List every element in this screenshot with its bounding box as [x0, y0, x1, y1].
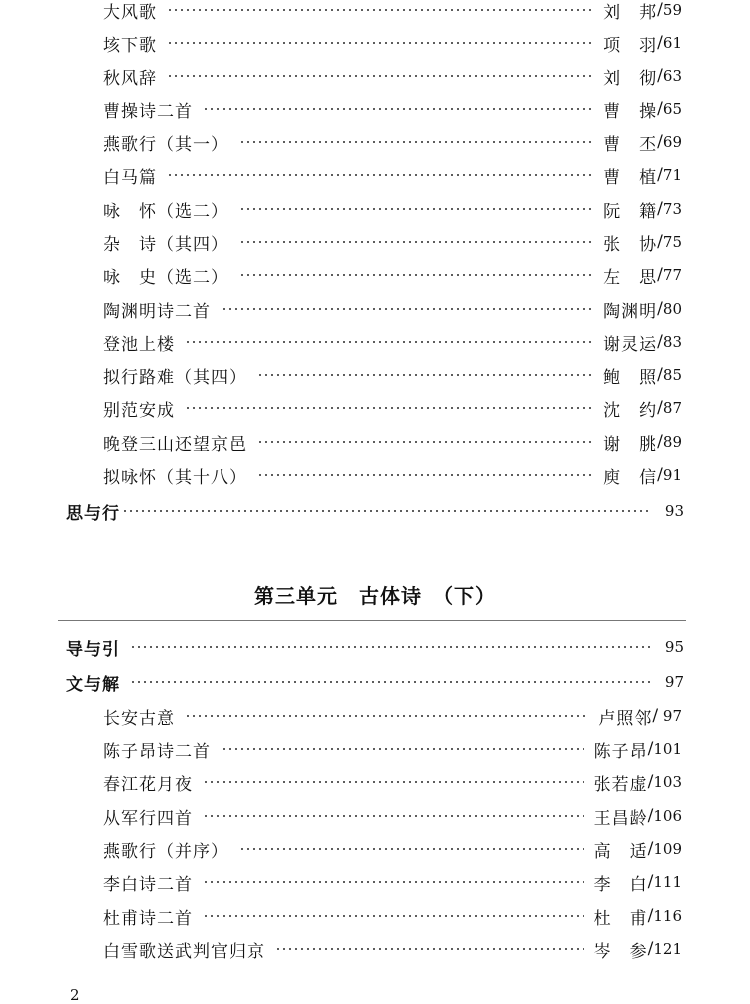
entry-title: 李白诗二首 [103, 874, 193, 895]
entry-title: 燕歌行（并序） [103, 841, 229, 862]
entry-author: 张 协 [603, 234, 658, 255]
entry-page: 121 [653, 940, 682, 958]
entry-page: 80 [662, 300, 682, 318]
entry-page: 111 [653, 873, 682, 891]
entry-title: 大风歌 [103, 2, 157, 23]
dot-leader [239, 848, 584, 850]
entry-page: 109 [653, 840, 682, 858]
section-page: 93 [664, 502, 684, 520]
entry-title: 白马篇 [103, 167, 157, 188]
dot-leader [167, 42, 593, 44]
entry-page: 106 [653, 807, 682, 825]
unit-heading: 第三单元 古体诗 （下） [254, 584, 496, 608]
toc-entry[interactable]: 垓下歌 项 羽 / 61 [103, 29, 682, 57]
toc-section-intro[interactable] [66, 633, 684, 661]
dot-leader [203, 108, 593, 110]
dot-leader [239, 241, 593, 243]
entry-author: 沈 约 [603, 400, 658, 421]
toc-entry[interactable]: 杜甫诗二首 杜 甫 / 116 [103, 902, 682, 930]
entry-title: 白雪歌送武判官归京 [103, 941, 265, 962]
page-number: 2 [70, 986, 80, 1004]
entry-title: 咏 史（选二） [103, 267, 229, 288]
entry-page: 97 [658, 707, 682, 725]
entry-page: 83 [662, 333, 682, 351]
entry-page: 75 [662, 233, 682, 251]
entry-author: 高 适 [593, 841, 648, 862]
entry-title: 垓下歌 [103, 35, 157, 56]
dot-leader [203, 781, 584, 783]
dot-leader [275, 948, 584, 950]
entry-title: 陈子昂诗二首 [103, 741, 211, 762]
entry-author: 曹 操 [603, 101, 658, 122]
entry-page: 63 [662, 67, 682, 85]
section-title: 思与行 [66, 503, 120, 524]
dot-leader [167, 9, 593, 11]
toc-entry[interactable]: 杂 诗（其四） 张 协 / 75 [103, 228, 682, 256]
toc-section-reflection[interactable] [66, 497, 684, 525]
dot-leader [257, 374, 593, 376]
entry-title: 杜甫诗二首 [103, 908, 193, 929]
entry-title: 陶渊明诗二首 [103, 301, 211, 322]
dot-leader [185, 341, 593, 343]
dot-leader [221, 748, 584, 750]
section-page: 95 [664, 638, 684, 656]
toc-entry[interactable]: 从军行四首 王昌龄 / 106 [103, 802, 682, 830]
entry-page: 65 [662, 100, 682, 118]
entry-page: 91 [662, 466, 682, 484]
entry-author: 鲍 照 [603, 367, 658, 388]
entry-page: 71 [662, 166, 682, 184]
entry-page: 69 [662, 133, 682, 151]
entry-page: 77 [662, 266, 682, 284]
entry-page: 73 [662, 200, 682, 218]
dot-leader [239, 274, 593, 276]
toc-entry[interactable]: 春江花月夜 张若虚 / 103 [103, 768, 682, 796]
section-page: 97 [664, 673, 684, 691]
entry-page: 59 [662, 1, 682, 19]
entry-title: 咏 怀（选二） [103, 201, 229, 222]
toc-entry[interactable]: 秋风辞 刘 彻 / 63 [103, 62, 682, 90]
entry-author: 曹 丕 [603, 134, 658, 155]
entry-page: 101 [653, 740, 682, 758]
section-title: 导与引 [66, 639, 120, 660]
entry-author: 李 白 [593, 874, 648, 895]
entry-title: 别范安成 [103, 400, 175, 421]
toc-entry[interactable]: 燕歌行（并序） 高 适 / 109 [103, 835, 682, 863]
toc-entry[interactable]: 李白诗二首 李 白 / 111 [103, 868, 682, 896]
entry-page: 116 [653, 907, 682, 925]
dot-leader [122, 510, 652, 512]
entry-title: 杂 诗（其四） [103, 234, 229, 255]
toc-entry[interactable]: 别范安成 沈 约 / 87 [103, 394, 682, 422]
entry-author: 张若虚 [593, 774, 648, 795]
dot-leader [167, 174, 593, 176]
toc-entry[interactable]: 晚登三山还望京邑 谢 朓 / 89 [103, 428, 682, 456]
entry-page: 61 [662, 34, 682, 52]
entry-title: 拟咏怀（其十八） [103, 467, 247, 488]
entry-title: 燕歌行（其一） [103, 134, 229, 155]
entry-title: 秋风辞 [103, 68, 157, 89]
section-divider [58, 620, 686, 621]
entry-title: 春江花月夜 [103, 774, 193, 795]
entry-title: 拟行路难（其四） [103, 367, 247, 388]
entry-author: 刘 彻 [603, 68, 658, 89]
toc-entry[interactable]: 陈子昂诗二首 陈子昂 / 101 [103, 735, 682, 763]
dot-leader [130, 681, 652, 683]
entry-author: 项 羽 [603, 35, 658, 56]
toc-entry[interactable]: 拟行路难（其四） 鲍 照 / 85 [103, 361, 682, 389]
dot-leader [203, 915, 584, 917]
dot-leader [239, 208, 593, 210]
dot-leader [167, 75, 593, 77]
entry-title: 登池上楼 [103, 334, 175, 355]
entry-author: 陶渊明 [603, 301, 658, 322]
toc-entry[interactable]: 长安古意 卢照邻 / 97 [103, 702, 682, 730]
toc-entry[interactable]: 咏 怀（选二） 阮 籍 / 73 [103, 195, 682, 223]
entry-title: 长安古意 [103, 708, 175, 729]
toc-entry[interactable]: 陶渊明诗二首 陶渊明 / 80 [103, 295, 682, 323]
entry-author: 刘 邦 [603, 2, 658, 23]
dot-leader [130, 646, 652, 648]
entry-page: 87 [662, 399, 682, 417]
section-title: 文与解 [66, 674, 120, 695]
toc-entry[interactable]: 燕歌行（其一） 曹 丕 / 69 [103, 128, 682, 156]
dot-leader [203, 815, 584, 817]
dot-leader [239, 141, 593, 143]
entry-author: 陈子昂 [593, 741, 648, 762]
dot-leader [257, 441, 593, 443]
entry-author: 岑 参 [593, 941, 648, 962]
entry-author: 庾 信 [603, 467, 658, 488]
dot-leader [221, 308, 593, 310]
entry-title: 晚登三山还望京邑 [103, 434, 247, 455]
entry-author: 谢灵运 [603, 334, 658, 355]
dot-leader [185, 407, 593, 409]
toc-entry[interactable]: 白雪歌送武判官归京 岑 参 / 121 [103, 935, 682, 963]
entry-author: 阮 籍 [603, 201, 658, 222]
entry-author: 曹 植 [603, 167, 658, 188]
dot-leader [203, 881, 584, 883]
entry-author: 王昌龄 [593, 808, 648, 829]
toc-entry[interactable]: 登池上楼 谢灵运 / 83 [103, 328, 682, 356]
dot-leader [185, 715, 588, 717]
toc-entry[interactable]: 白马篇 曹 植 / 71 [103, 161, 682, 189]
toc-entry[interactable]: 拟咏怀（其十八） 庾 信 / 91 [103, 461, 682, 489]
toc-entry[interactable]: 大风歌 刘 邦 / 59 [103, 0, 682, 24]
entry-author: 杜 甫 [593, 908, 648, 929]
entry-page: 89 [662, 433, 682, 451]
toc-section-texts[interactable] [66, 668, 684, 696]
entry-title: 曹操诗二首 [103, 101, 193, 122]
entry-author: 卢照邻 [598, 708, 653, 729]
entry-author: 左 思 [603, 267, 658, 288]
entry-page: 103 [653, 773, 682, 791]
toc-entry[interactable]: 曹操诗二首 曹 操 / 65 [103, 95, 682, 123]
entry-page: 85 [662, 366, 682, 384]
dot-leader [257, 474, 593, 476]
toc-entry[interactable]: 咏 史（选二） 左 思 / 77 [103, 261, 682, 289]
entry-author: 谢 朓 [603, 434, 658, 455]
entry-title: 从军行四首 [103, 808, 193, 829]
